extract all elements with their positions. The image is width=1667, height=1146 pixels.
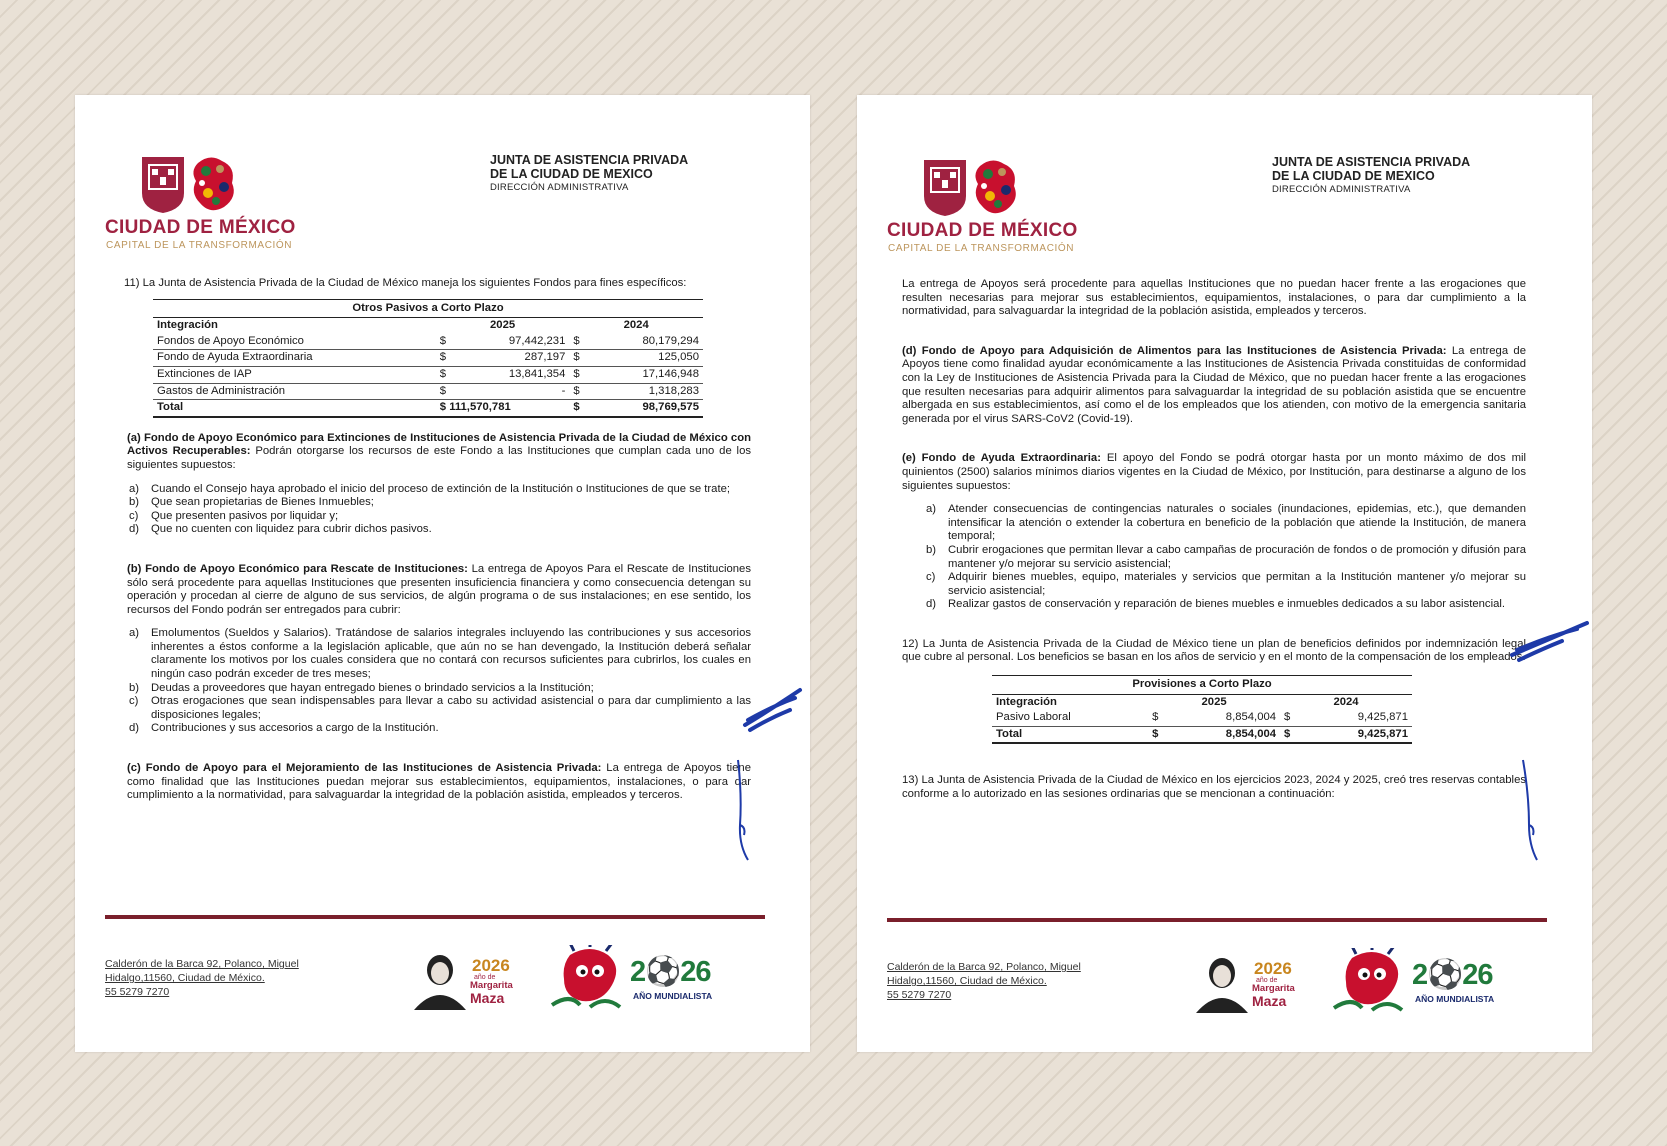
cdmx-emblem-icon xyxy=(140,153,250,215)
list-item: d) Realizar gastos de conservación y reparación de bienes muebles e inmuebles dedicados a su labor asistencial. xyxy=(926,598,1506,611)
row-value-2025: 13,841,354 xyxy=(458,366,570,383)
fund-b-title: (b) Fondo de Apoyo Económico para Rescate de Instituciones: xyxy=(127,562,468,575)
note-12-paragraph: 12) La Junta de Asistencia Privada de la Ciudad de México tiene un plan de beneficios definidos por indemnización legal que cubre al personal. Los beneficios se basan en los años de servicio y en el monto de la compensación de los empleados. xyxy=(902,637,1526,664)
fund-a-list xyxy=(127,483,751,537)
list-item: b) Que sean propietarias de Bienes Inmuebles; xyxy=(129,496,374,509)
table-row: Extinciones de IAP $ 13,841,354 $ 17,146,948 xyxy=(153,366,703,383)
note-11-intro: 11) La Junta de Asistencia Privada de la Ciudad de México maneja los siguientes Fondos para fines específicos: xyxy=(124,277,687,289)
col-year-1: 2025 xyxy=(490,319,516,332)
signature-scribble-icon xyxy=(740,680,810,740)
list-item: d) Que no cuenten con liquidez para cubrir dichos pasivos. xyxy=(129,523,432,536)
row-label: Gastos de Administración xyxy=(153,383,436,400)
fund-a-title: (a) Fondo de Apoyo Económico para Extinciones de Instituciones de Asistencia Privada de la Ciudad de México con Activos Recuperables: xyxy=(127,431,751,458)
cdmx-logo xyxy=(887,156,1077,261)
fund-e-list xyxy=(902,503,1526,612)
fund-d-title: (d) Fondo de Apoyo para Adquisición de Alimentos para las Instituciones de Asistencia Privada: xyxy=(902,344,1447,357)
footer-divider xyxy=(887,918,1547,922)
cdmx-logo xyxy=(105,153,295,258)
table-caption: Provisiones a Corto Plazo xyxy=(992,675,1412,695)
row-value-2025: - xyxy=(458,383,570,400)
table-total-row: Total $ 111,570,781 $ 98,769,575 xyxy=(153,400,703,417)
row-value-2024: 80,179,294 xyxy=(591,334,703,350)
fund-c-paragraph: (c) Fondo de Apoyo para el Mejoramiento de las Instituciones de Asistencia Privada: La entrega de Apoyos tiene como finalidad que las Instituciones puedan mejorar sus establecimientos, equipamientos, instalaciones, o para dar cumplimiento a la normatividad, para salvaguardar la integridad de la población asistida, empleados y terceros. xyxy=(127,762,751,802)
fund-d-paragraph: (d) Fondo de Apoyo para Adquisición de Alimentos para las Instituciones de Asistencia Privada: La entrega de Apoyos tiene como finalidad ayudar económicamente a las Instituciones de Asistencia Privada constituidas de conformidad con la Ley de Instituciones de Asistencia Privada para la Ciudad de México, que no puedan hacer frente a las erogaciones que resulten necesarias para adquirir alimentos para salvaguardar la integridad de su población asistida que se encuentre albergada en sus establecimientos, así como el de los empleados que los atienden, con motivo de la emergencia sanitaria generada por el virus SARS-CoV2 (Covid-19). xyxy=(902,344,1526,425)
total-value-2025: $ 111,570,781 xyxy=(436,400,570,417)
table-row: Pasivo Laboral $ 8,854,004 $ 9,425,871 xyxy=(992,710,1412,726)
list-item: c) Adquirir bienes muebles, equipo, materiales y servicios que permitan a la Institución mantener y/o mejorar su servicio asistencial; xyxy=(926,571,1526,597)
signature-stroke-icon xyxy=(1517,755,1547,865)
table-row: Fondos de Apoyo Económico $ 97,442,231 $ 80,179,294 xyxy=(153,334,703,350)
mascot-icon xyxy=(1332,948,1412,1018)
mascot-icon xyxy=(550,945,630,1015)
fund-b-list xyxy=(127,627,751,736)
total-label: Total xyxy=(153,400,436,417)
signature-scribble-icon xyxy=(1507,615,1592,665)
list-item: a) Emolumentos (Sueldos y Salarios). Tratándose de salarios integrales incluyendo las contribuciones y sus accesorios inherentes a éstos conforme a la legislación aplicable, que aún no se han devengado, la Institución deberá señalar claramente los motivos por los cuales considera que no contará con recursos suficientes para cubrirlos, los cuales en ningún caso podrán exceder de tres meses; xyxy=(129,627,751,681)
city-name: CIUDAD DE MÉXICO xyxy=(887,220,1078,241)
fund-c-title: (c) Fondo de Apoyo para el Mejoramiento de las Instituciones de Asistencia Privada: xyxy=(127,762,602,775)
footer-address[interactable]: Calderón de la Barca 92, Polanco, Miguel Hidalgo,11560, Ciudad de México. 55 5279 7270 xyxy=(887,961,1081,1001)
row-value-2024: 1,318,283 xyxy=(591,383,703,400)
fund-e-paragraph: (e) Fondo de Ayuda Extraordinaria: El apoyo del Fondo se podrá otorgar hasta por un monto máximo de dos mil quinientos (2500) salarios mínimos diarios vigentes en la Ciudad de México, por Institución, para destinarse a alguno de los siguientes supuestos: xyxy=(902,452,1527,492)
row-label: Fondos de Apoyo Económico xyxy=(153,334,436,350)
col-year-2: 2024 xyxy=(623,319,649,332)
fund-a-paragraph: (a) Fondo de Apoyo Económico para Extinciones de Instituciones de Asistencia Privada de la Ciudad de México con Activos Recuperables: Podrán otorgarse los recursos de este Fondo a las Instituciones que cumplan cada uno de los siguientes supuestos: xyxy=(127,431,751,471)
org-line-2: DE LA CIUDAD DE MEXICO xyxy=(1272,169,1435,183)
city-name: CIUDAD DE MÉXICO xyxy=(105,217,296,238)
row-label: Fondo de Ayuda Extraordinaria xyxy=(153,350,436,367)
row-value-2024: 17,146,948 xyxy=(591,366,703,383)
city-tagline: CAPITAL DE LA TRANSFORMACIÓN xyxy=(888,243,1075,254)
margarita-maza-logo: 2026 año de Margarita Maza xyxy=(1192,953,1312,1013)
list-item: a) Cuando el Consejo haya aprobado el inicio del proceso de extinción de la Institución o Instituciones de que se trate; xyxy=(129,482,731,495)
row-value-2024: 125,050 xyxy=(591,350,703,367)
org-line-3: DIRECCIÓN ADMINISTRATIVA xyxy=(490,182,629,193)
total-value-2024: 9,425,871 xyxy=(1302,726,1412,743)
margarita-maza-logo: 2026 año de Margarita Maza xyxy=(410,950,530,1010)
list-item: c) Que presenten pasivos por liquidar y; xyxy=(129,509,339,522)
provisiones-table xyxy=(992,675,1412,744)
col-integracion: Integración xyxy=(996,695,1057,708)
table-row: Gastos de Administración $ - $ 1,318,283 xyxy=(153,383,703,400)
list-item: c) Otras erogaciones que sean indispensables para llevar a cabo su actividad asistencial o para dar cumplimiento a las disposiciones legales; xyxy=(129,695,751,721)
total-value-2024: 98,769,575 xyxy=(591,400,703,417)
signature-stroke-icon xyxy=(730,755,760,865)
wc-year: 2⚽26 xyxy=(1412,959,1493,991)
portrait-icon xyxy=(1192,953,1252,1013)
row-label: Extinciones de IAP xyxy=(153,366,436,383)
footer-address[interactable]: Calderón de la Barca 92, Polanco, Miguel Hidalgo,11560, Ciudad de México. 55 5279 7270 xyxy=(105,958,299,998)
row-value-2024: 9,425,871 xyxy=(1302,710,1412,726)
row-value-2025: 8,854,004 xyxy=(1170,710,1280,726)
fund-c-continuation: La entrega de Apoyos será procedente para aquellas Instituciones que no puedan hacer frente a las erogaciones que resulten necesarias para mejorar sus establecimientos, equipamientos, instalaciones, o para dar cumplimiento a la normatividad, para salvaguardar la integridad de la población asistida, empleados y terceros. xyxy=(902,278,1526,318)
col-year-1: 2025 xyxy=(1201,695,1227,708)
total-label: Total xyxy=(992,726,1148,743)
page-1-content xyxy=(124,277,751,813)
portrait-icon xyxy=(410,950,470,1010)
mundialista-logo: 2⚽26 AÑO MUNDIALISTA xyxy=(1332,948,1532,1018)
table-total-row: Total $ 8,854,004 $ 9,425,871 xyxy=(992,726,1412,743)
mundialista-logo: 2⚽26 AÑO MUNDIALISTA xyxy=(550,945,750,1015)
list-item: b) Deudas a proveedores que hayan entregado bienes o brindado servicios a la Institución; xyxy=(129,681,594,694)
list-item: b) Cubrir erogaciones que permitan llevar a cabo campañas de procuración de fondos o de promoción y difusión para mantener y/o mejorar su servicio asistencial; xyxy=(926,543,1526,570)
note-13-paragraph: 13) La Junta de Asistencia Privada de la Ciudad de México en los ejercicios 2023, 2024 y 2025, creó tres reservas contables conforme a lo autorizado en las sesiones ordinarias que se mencionan a continuación: xyxy=(902,774,1526,801)
document-page-1 xyxy=(75,95,810,1052)
wc-year: 2⚽26 xyxy=(630,956,711,988)
fund-b-paragraph: (b) Fondo de Apoyo Económico para Rescate de Instituciones: La entrega de Apoyos Para el Rescate de Instituciones sólo será procedente para aquellas Instituciones que presenten insuficiencia financiera y como consecuencia detengan su operación y procedan al cierre de alguno de sus servicios, de algún programa o de sus instalaciones; en ese sentido, los recursos del Fondo podrán ser entregados para cubrir: xyxy=(127,562,751,616)
row-value-2025: 287,197 xyxy=(458,350,570,367)
fund-e-title: (e) Fondo de Ayuda Extraordinaria: xyxy=(902,452,1101,465)
table-row: Fondo de Ayuda Extraordinaria $ 287,197 $ 125,050 xyxy=(153,350,703,367)
total-value-2025: 8,854,004 xyxy=(1170,726,1280,743)
col-integracion: Integración xyxy=(157,319,218,332)
row-value-2025: 97,442,231 xyxy=(458,334,570,350)
document-page-2 xyxy=(857,95,1592,1052)
col-year-2: 2024 xyxy=(1333,695,1359,708)
org-line-3: DIRECCIÓN ADMINISTRATIVA xyxy=(1272,184,1411,195)
list-item: d) Contribuciones y sus accesorios a cargo de la Institución. xyxy=(129,722,439,735)
page-2-content xyxy=(902,278,1526,812)
org-line-1: JUNTA DE ASISTENCIA PRIVADA xyxy=(490,153,689,167)
city-tagline: CAPITAL DE LA TRANSFORMACIÓN xyxy=(106,240,293,251)
otros-pasivos-table xyxy=(153,299,703,418)
org-header xyxy=(490,153,688,195)
row-label: Pasivo Laboral xyxy=(992,710,1148,726)
org-line-2: DE LA CIUDAD DE MEXICO xyxy=(490,167,653,181)
org-line-1: JUNTA DE ASISTENCIA PRIVADA xyxy=(1272,155,1471,169)
org-header xyxy=(1272,155,1470,197)
footer-divider xyxy=(105,915,765,919)
cdmx-emblem-icon xyxy=(922,156,1032,218)
table-caption: Otros Pasivos a Corto Plazo xyxy=(153,299,703,319)
list-item: a) Atender consecuencias de contingencias naturales o sociales (inundaciones, epidemias, etc.), que demanden intensificar la atención o extender la cobertura en beneficio de la población que atiende la Institución, de manera temporal; xyxy=(926,503,1526,543)
